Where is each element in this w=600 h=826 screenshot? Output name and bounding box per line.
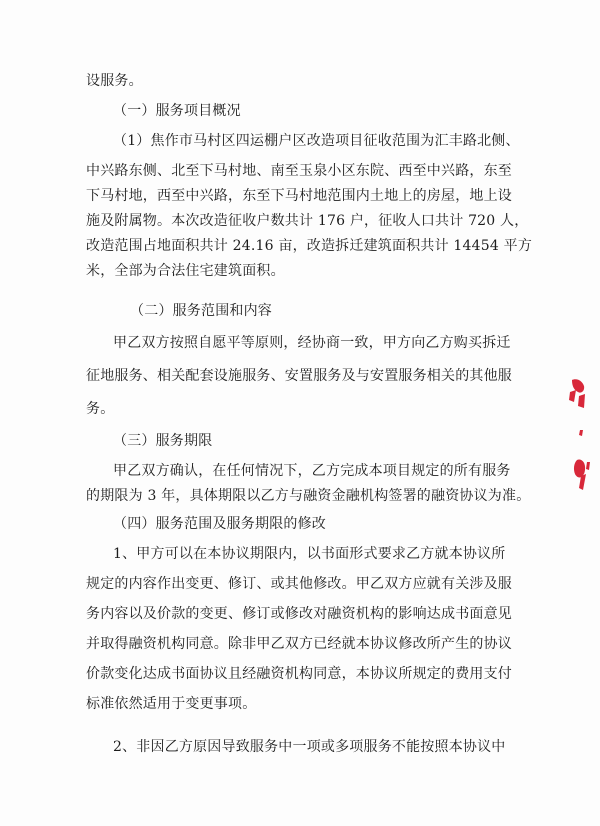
text-line: 务。 (86, 401, 115, 417)
section-heading: （二）服务范围和内容 (130, 303, 272, 319)
text-line: 甲乙双方确认，在任何情况下，乙方完成本项目规定的所有服务 (113, 463, 511, 479)
section-heading: （四）服务范围及服务期限的修改 (113, 516, 326, 532)
text-line: 征地服务、相关配套设施服务、安置服务及与安置服务相关的其他服 (86, 368, 512, 384)
text-line: 改造范围占地面积共计 24.16 亩，改造拆迁建筑面积共计 14454 平方 (86, 238, 533, 254)
red-seal-stamp-icon (566, 378, 592, 498)
text-line: 米，全部为合法住宅建筑面积。 (86, 263, 285, 279)
text-line: 2、非因乙方原因导致服务中一项或多项服务不能按照本协议中 (113, 739, 506, 755)
text-line: 务内容以及价款的变更、修订或修改对融资机构的影响达成书面意见 (86, 606, 512, 622)
text-line: 标准依然适用于变更事项。 (86, 696, 257, 712)
text-line: 1、甲方可以在本协议期限内，以书面形式要求乙方就本协议所 (113, 546, 506, 562)
text-line: 下马村地，西至中兴路，东至下马村地范围内土地上的房屋，地上设 (86, 188, 512, 204)
section-heading: （一）服务项目概况 (113, 103, 241, 119)
text-line: 设服务。 (86, 73, 143, 89)
text-line: （1）焦作市马村区四运棚户区改造项目征收范围为汇丰路北侧、 (113, 133, 520, 149)
text-line: 甲乙双方按照自愿平等原则，经协商一致，甲方向乙方购买拆迁 (113, 335, 511, 351)
text-line: 价款变化达成书面协议且经融资机构同意，本协议所规定的费用支付 (86, 666, 512, 682)
text-line: 规定的内容作出变更、修订、或其他修改。甲乙双方应就有关涉及服 (86, 576, 512, 592)
text-line: 并取得融资机构同意。除非甲乙双方已经就本协议修改所产生的协议 (86, 636, 512, 652)
text-line: 施及附属物。本次改造征收户数共计 176 户，征收人口共计 720 人， (86, 213, 529, 229)
section-heading: （三）服务期限 (113, 433, 213, 449)
text-line: 的期限为 3 年，具体期限以乙方与融资金融机构签署的融资协议为准。 (86, 488, 531, 504)
text-line: 中兴路东侧、北至下马村地、南至玉泉小区东院、西至中兴路，东至 (86, 163, 512, 179)
